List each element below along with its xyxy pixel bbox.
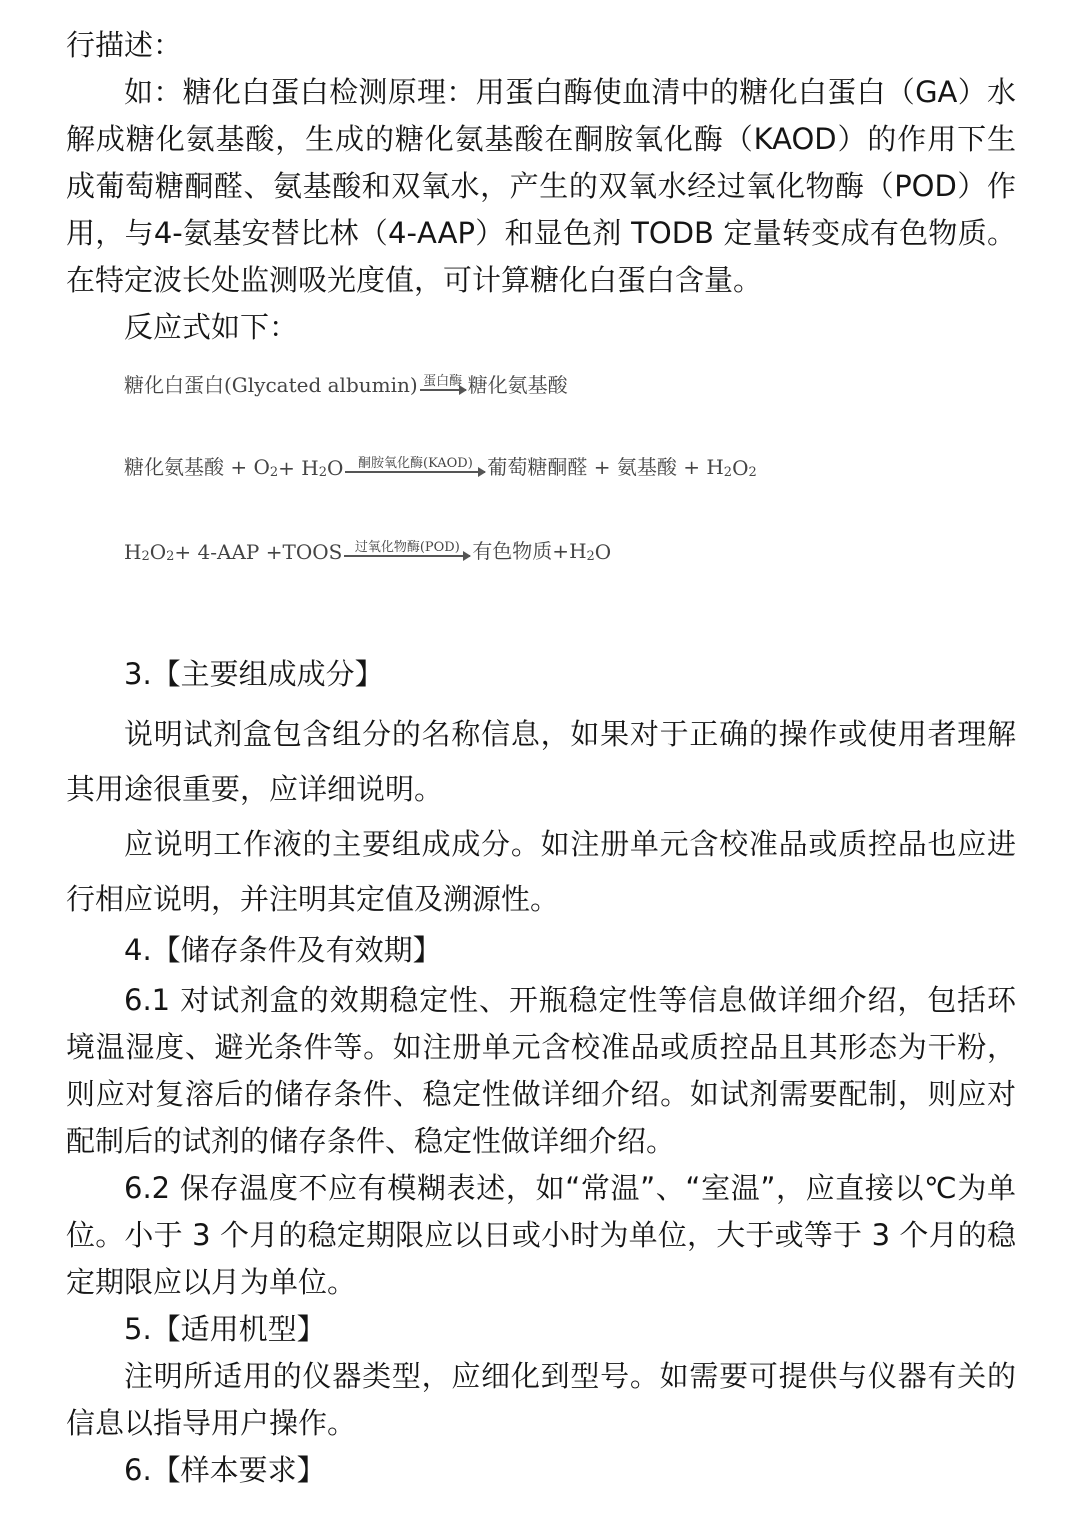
eq3-sub-1: 2: [141, 549, 150, 564]
eq3-right-a: 有色物质+H: [472, 539, 587, 563]
eq2-left-a: 糖化氨基酸 + O: [124, 455, 270, 479]
section-3-paragraph-1: 说明试剂盒包含组分的名称信息，如果对于正确的操作或使用者理解其用途很重要，应详细说明。: [66, 717, 1016, 806]
eq2-sub-4: 2: [748, 465, 757, 480]
eq3-sub-2: 2: [166, 549, 175, 564]
eq1-arrow: [420, 374, 466, 398]
section-4-paragraph-1: 6.1 对试剂盒的效期稳定性、开瓶稳定性等信息做详细介绍，包括环境温湿度、避光条件等。如注册单元含校准品或质控品且其形态为干粉，则应对复溶后的储存条件、稳定性做详细介绍。如试剂需要配制，则应对配制后的试剂的储存条件、稳定性做详细介绍。: [66, 983, 1016, 1158]
eq2-arrow-line: [345, 471, 485, 473]
eq2-left-c: O: [327, 456, 344, 480]
eq2-left-b: + H: [278, 456, 319, 480]
section-4-heading: 4.【储存条件及有效期】: [124, 933, 442, 967]
eq2-arrow: [345, 456, 485, 480]
principle-paragraph: 如：糖化白蛋白检测原理：用蛋白酶使血清中的糖化白蛋白（GA）水解成糖化氨基酸，生成的糖化氨基酸在酮胺氧化酶（KAOD）的作用下生成葡萄糖酮醛、氨基酸和双氧水，产生的双氧水经过氧化物酶（POD）作用，与4-氨基安替比林（4-AAP）和显色剂 TODB 定量转变成有色物质。在特定波长处监测吸光度值，可计算糖化白蛋白含量。: [66, 75, 1016, 297]
eq1-arrow-line: [420, 389, 466, 391]
section-3-paragraph-2: 应说明工作液的主要组成成分。如注册单元含校准品或质控品也应进行相应说明，并注明其定值及溯源性。: [66, 827, 1016, 916]
section-3-heading: 3.【主要组成成分】: [124, 657, 384, 691]
section-5-paragraph-1: 注明所适用的仪器类型，应细化到型号。如需要可提供与仪器有关的信息以指导用户操作。: [66, 1359, 1016, 1440]
equation-1: [124, 369, 568, 398]
eq3-right-b: O: [594, 540, 612, 564]
intro-line: 行描述：: [66, 28, 183, 62]
eq3-left-a: H: [124, 540, 142, 564]
eq3-left-b: O: [149, 540, 167, 564]
eq2-sub-1: 2: [269, 465, 279, 480]
equation-3: [124, 535, 611, 564]
eq3-arrow-line: [344, 555, 470, 557]
eq2-right-a: 葡萄糖酮醛 + 氨基酸 + H: [487, 455, 724, 479]
section-6-heading: 6.【样本要求】: [124, 1453, 326, 1487]
eq1-right: 糖化氨基酸: [467, 373, 568, 397]
document-page: [66, 22, 1016, 1494]
eq2-sub-3: 2: [723, 465, 733, 480]
section-4-paragraph-2: 6.2 保存温度不应有模糊表述，如“常温”、“室温”，应直接以℃为单位。小于 3 个月的稳定期限应以日或小时为单位，大于或等于 3 个月的稳定期限应以月为单位。: [66, 1171, 1016, 1299]
eq3-left-c: + 4-AAP +TOOS: [174, 540, 343, 564]
section-5-heading: 5.【适用机型】: [124, 1312, 326, 1346]
eq2-right-b: O: [732, 456, 749, 480]
eq2-sub-2: 2: [318, 465, 327, 480]
eq1-left: 糖化白蛋白(Glycated albumin): [124, 373, 418, 397]
eq3-arrow: [344, 540, 470, 564]
equation-2: [124, 451, 757, 480]
eq2-enzyme: 酮胺氧化酶(KAOD): [358, 456, 473, 471]
reaction-intro: 反应式如下：: [124, 310, 299, 344]
eq3-sub-3: 2: [586, 549, 595, 564]
eq3-enzyme: 过氧化物酶(POD): [354, 540, 460, 555]
eq1-enzyme: 蛋白酶: [423, 374, 463, 389]
reaction-equations: [66, 351, 1016, 651]
